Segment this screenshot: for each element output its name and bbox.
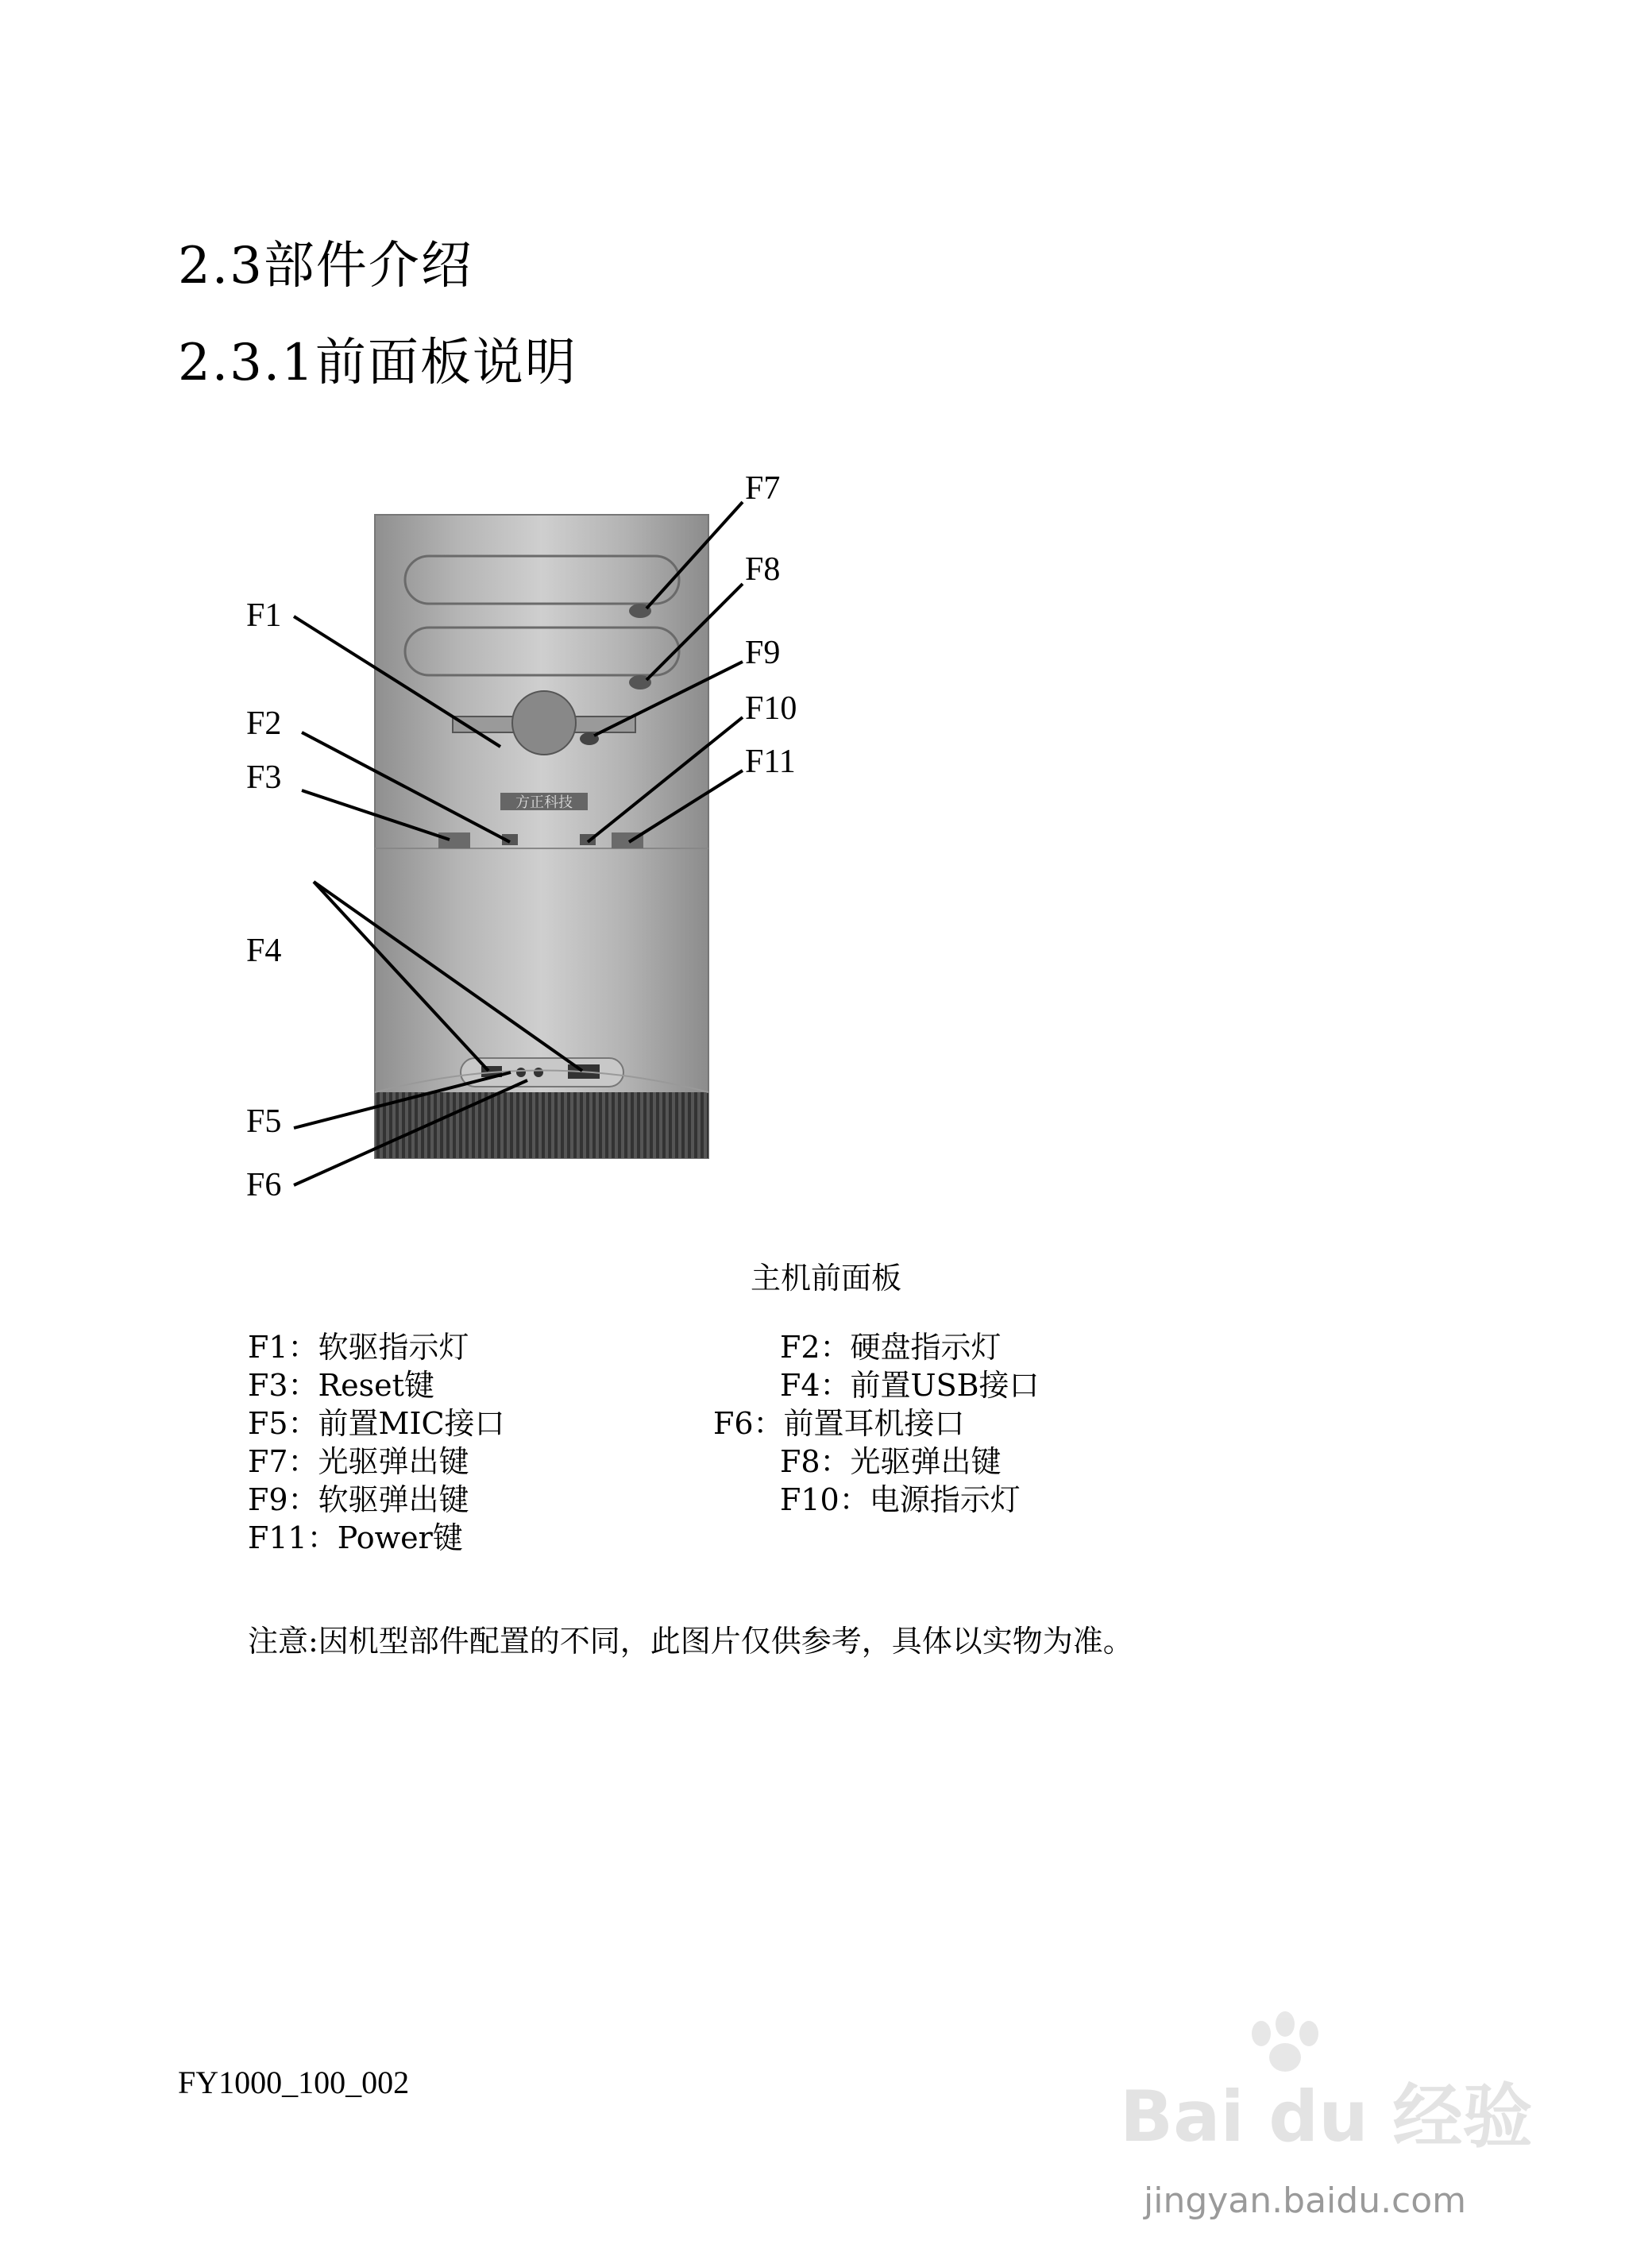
callout-label-f2: F2 xyxy=(246,705,282,742)
callout-label-f5: F5 xyxy=(246,1103,282,1140)
document-code: FY1000_100_002 xyxy=(178,2065,410,2100)
front-panel-figure xyxy=(246,461,866,1223)
callout-label-f11: F11 xyxy=(745,744,796,780)
callout-label-f9: F9 xyxy=(745,635,781,671)
subsection-heading: 2.3.1前面板说明 xyxy=(178,334,577,392)
legend-item-f3: F3：Reset键 xyxy=(248,1368,434,1403)
paw-icon xyxy=(1252,2011,1318,2072)
mic-port xyxy=(516,1068,526,1077)
callout-label-f6: F6 xyxy=(246,1167,282,1203)
legend-item-f5: F5：前置MIC接口 xyxy=(248,1406,505,1441)
callout-label-f7: F7 xyxy=(745,470,781,507)
callout-label-f10: F10 xyxy=(745,690,797,727)
floppy-bezel xyxy=(512,691,576,755)
legend-item-f11: F11：Power键 xyxy=(248,1520,463,1555)
figure-caption: 主机前面板 xyxy=(750,1261,901,1296)
watermark-logo: Bai du 经验 xyxy=(1120,2076,1533,2157)
headphone-port xyxy=(534,1068,543,1077)
brand-badge-text: 方正科技 xyxy=(515,794,573,811)
legend-item-f8: F8：光驱弹出键 xyxy=(780,1444,1002,1479)
computer-case-illustration xyxy=(246,461,866,1223)
legend-item-f10: F10：电源指示灯 xyxy=(780,1482,1021,1517)
note-text: 注意:因机型部件配置的不同，此图片仅供参考，具体以实物为准。 xyxy=(248,1624,1133,1659)
legend-item-f7: F7：光驱弹出键 xyxy=(248,1444,469,1479)
callout-label-f3: F3 xyxy=(246,759,282,796)
reset-button xyxy=(438,832,470,848)
section-heading: 2.3部件介绍 xyxy=(178,237,473,296)
legend-item-f4: F4：前置USB接口 xyxy=(780,1368,1040,1403)
legend-item-f9: F9：软驱弹出键 xyxy=(248,1482,469,1517)
legend-item-f6: F6：前置耳机接口 xyxy=(713,1406,965,1441)
callout-label-f8: F8 xyxy=(745,551,781,588)
legend-item-f1: F1：软驱指示灯 xyxy=(248,1330,469,1365)
watermark-url: jingyan.baidu.com xyxy=(1144,2181,1467,2221)
callout-label-f4: F4 xyxy=(246,933,282,969)
callout-label-f1: F1 xyxy=(246,597,282,634)
legend-item-f2: F2：硬盘指示灯 xyxy=(780,1330,1002,1365)
